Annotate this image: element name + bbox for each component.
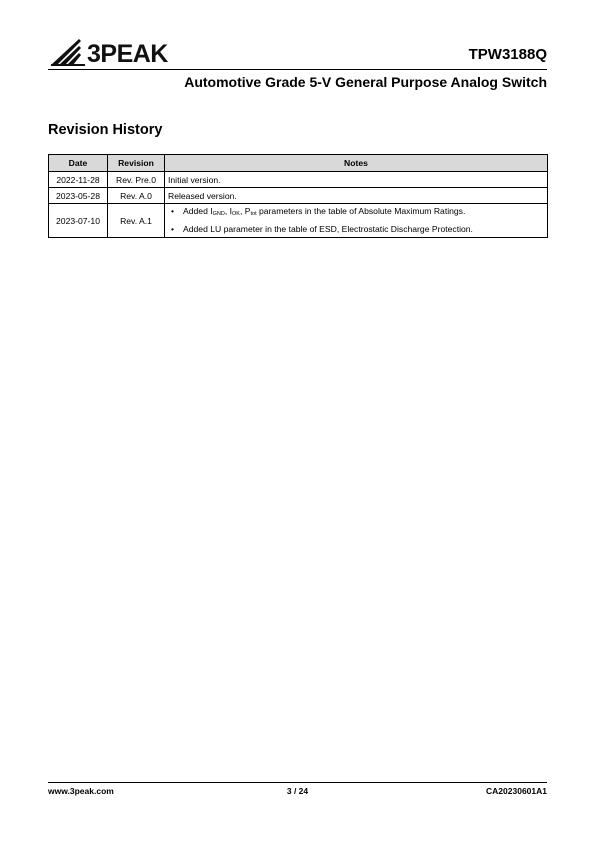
table-row (49, 204, 548, 238)
bullet-icon: • (171, 224, 175, 234)
cell-notes: Released version. (165, 188, 548, 204)
cell-date: 2023-07-10 (49, 204, 108, 238)
cell-revision: Rev. Pre.0 (108, 172, 165, 188)
logo-wordmark: 3PEAK (87, 40, 168, 67)
cell-date: 2023-05-28 (49, 188, 108, 204)
header-divider (48, 69, 547, 70)
footer-divider (48, 782, 547, 783)
document-subtitle: Automotive Grade 5-V General Purpose Analog Switch (184, 74, 547, 90)
table-row (49, 188, 548, 204)
notes-list (168, 204, 544, 237)
footer-page-number: 3 / 24 (286, 786, 309, 796)
table-row (49, 172, 548, 188)
footer-website-link[interactable]: www.3peak.com (48, 786, 114, 796)
column-header-revision: Revision (108, 155, 165, 172)
footer-document-code: CA20230601A1 (486, 786, 547, 796)
cell-revision: Rev. A.0 (108, 188, 165, 204)
part-number: TPW3188Q (468, 46, 547, 63)
column-header-notes: Notes (165, 155, 548, 172)
list-item: • Added LU parameter in the table of ESD, Electrostatic Discharge Protection. (168, 222, 544, 237)
section-title: Revision History (48, 122, 163, 138)
revision-history-table (48, 154, 548, 238)
cell-date: 2022-11-28 (49, 172, 108, 188)
cell-notes: Initial version. (165, 172, 548, 188)
column-header-date: Date (49, 155, 108, 172)
table-header-row (49, 155, 548, 172)
list-item: • Added IGND, IOK, Ptot parameters in the table of Absolute Maximum Ratings. (171, 206, 466, 217)
company-logo (49, 37, 189, 67)
cell-notes (165, 204, 548, 238)
bullet-icon: • (171, 206, 175, 216)
cell-revision: Rev. A.1 (108, 204, 165, 238)
